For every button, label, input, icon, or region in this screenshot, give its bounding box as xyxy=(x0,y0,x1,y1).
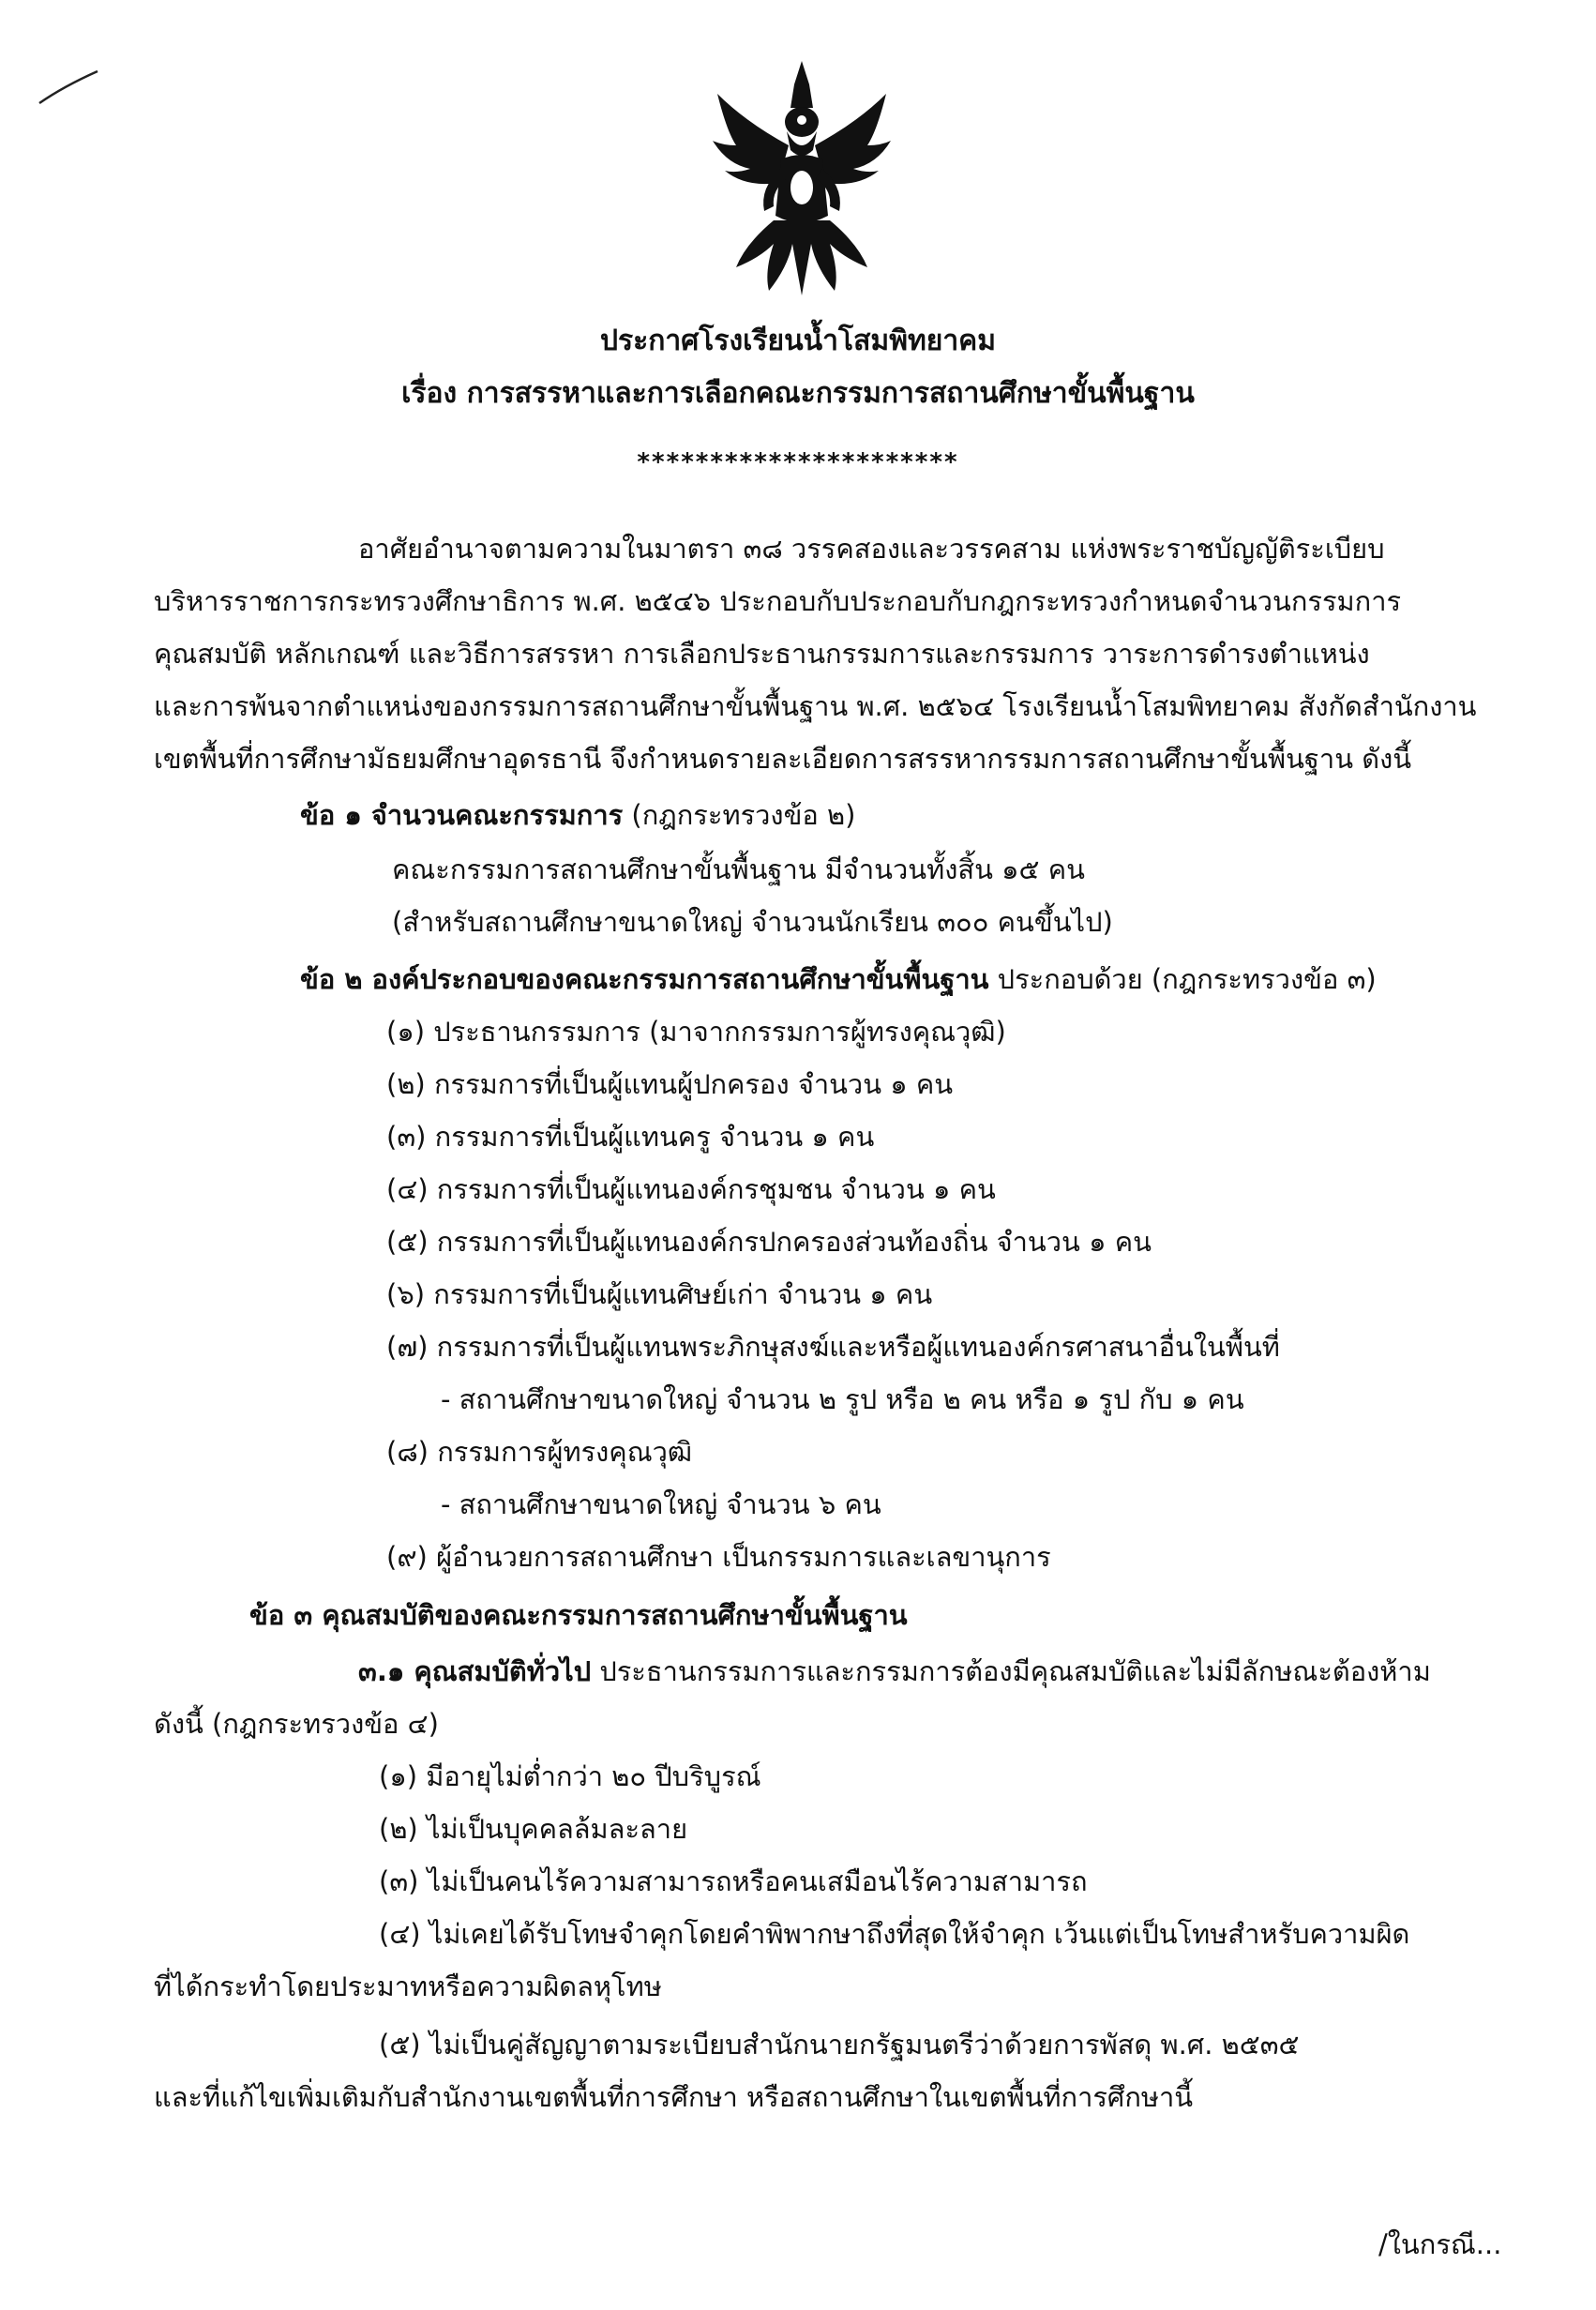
item3-line: (๕) ไม่เป็นคู่สัญญาตามระเบียบสำนักนายกรัฐมนตรีว่าด้วยการพัสดุ พ.ศ. ๒๕๓๕ xyxy=(379,2029,1300,2061)
item2-line: (๑) ประธานกรรมการ (มาจากกรรมการผู้ทรงคุณวุฒิ) xyxy=(386,1016,1006,1048)
garuda-emblem-icon xyxy=(708,56,896,300)
item2-line: (๗) กรรมการที่เป็นผู้แทนพระภิกษุสงฆ์และหรือผู้แทนองค์กรศาสนาอื่นในพื้นที่ xyxy=(386,1331,1280,1363)
continued-footer: /ในกรณี... xyxy=(1378,2228,1502,2260)
item3-heading: ข้อ ๓ คุณสมบัติของคณะกรรมการสถานศึกษาขั้นพื้นฐาน xyxy=(249,1599,908,1631)
item3-line: ที่ได้กระทำโดยประมาทหรือความผิดลหุโทษ xyxy=(154,1970,662,2002)
item3-line: และที่แก้ไขเพิ่มเติมกับสำนักงานเขตพื้นที่การศึกษา หรือสถานศึกษาในเขตพื้นที่การศึกษานี้ xyxy=(154,2081,1194,2113)
preamble-line: บริหารราชการกระทรวงศึกษาธิการ พ.ศ. ๒๕๔๖ ประกอบกับประกอบกับกฎกระทรวงกำหนดจำนวนกรรมการ xyxy=(154,585,1402,617)
item1-line: (สำหรับสถานศึกษาขนาดใหญ่ จำนวนนักเรียน ๓๐๐ คนขึ้นไป) xyxy=(392,906,1113,938)
item2-heading-bold: ข้อ ๒ องค์ประกอบของคณะกรรมการสถานศึกษาขั้นพื้นฐาน xyxy=(300,963,989,995)
item2-line: (๙) ผู้อำนวยการสถานศึกษา เป็นกรรมการและเลขานุการ xyxy=(386,1541,1051,1573)
preamble-line: และการพ้นจากตำแหน่งของกรรมการสถานศึกษาขั้นพื้นฐาน พ.ศ. ๒๕๖๔ โรงเรียนน้ำโสมพิทยาคม สังกัดสำนักงาน xyxy=(154,690,1477,722)
item1-line: คณะกรรมการสถานศึกษาขั้นพื้นฐาน มีจำนวนทั้งสิ้น ๑๕ คน xyxy=(392,853,1085,885)
item2-line: (๔) กรรมการที่เป็นผู้แทนองค์กรชุมชน จำนวน ๑ คน xyxy=(386,1173,996,1205)
item3-line: (๓) ไม่เป็นคนไร้ความสามารถหรือคนเสมือนไร้ความสามารถ xyxy=(379,1865,1088,1897)
item2-line: - สถานศึกษาขนาดใหญ่ จำนวน ๖ คน xyxy=(441,1488,881,1520)
announcement-title: ประกาศโรงเรียนน้ำโสมพิทยาคม xyxy=(599,325,997,357)
item1-heading xyxy=(300,796,856,834)
item2-line: (๕) กรรมการที่เป็นผู้แทนองค์กรปกครองส่วนท้องถิ่น จำนวน ๑ คน xyxy=(386,1226,1152,1258)
item2-line: - สถานศึกษาขนาดใหญ่ จำนวน ๒ รูป หรือ ๒ คน หรือ ๑ รูป กับ ๑ คน xyxy=(441,1383,1244,1415)
item2-line: (๓) กรรมการที่เป็นผู้แทนครู จำนวน ๑ คน xyxy=(386,1121,875,1153)
item2-heading-ref: ประกอบด้วย (กฎกระทรวงข้อ ๓) xyxy=(988,963,1377,995)
separator-stars: ********************** xyxy=(637,448,959,476)
item3-sub-cont: ดังนี้ (กฎกระทรวงข้อ ๔) xyxy=(154,1708,439,1740)
item3-line: (๑) มีอายุไม่ต่ำกว่า ๒๐ ปีบริบูรณ์ xyxy=(379,1760,761,1792)
item2-line: (๒) กรรมการที่เป็นผู้แทนผู้ปกครอง จำนวน ๑ คน xyxy=(386,1068,954,1100)
item2-line: (๘) กรรมการผู้ทรงคุณวุฒิ xyxy=(386,1436,693,1468)
announcement-subject: เรื่อง การสรรหาและการเลือกคณะกรรมการสถานศึกษาขั้นพื้นฐาน xyxy=(401,377,1195,410)
item1-heading-bold: ข้อ ๑ จำนวนคณะกรรมการ xyxy=(300,799,624,831)
pen-mark-icon xyxy=(36,66,101,113)
preamble-line: คุณสมบัติ หลักเกณฑ์ และวิธีการสรรหา การเลือกประธานกรรมการและกรรมการ วาระการดำรงตำแหน่ง xyxy=(154,638,1370,670)
item3-line: (๒) ไม่เป็นบุคคลล้มละลาย xyxy=(379,1813,688,1845)
item2-heading xyxy=(300,960,1377,998)
item3-sub-heading xyxy=(358,1653,1431,1690)
item3-sub-bold: ๓.๑ คุณสมบัติทั่วไป xyxy=(358,1655,592,1687)
item3-line: (๔) ไม่เคยได้รับโทษจำคุกโดยคำพิพากษาถึงที่สุดให้จำคุก เว้นแต่เป็นโทษสำหรับความผิด xyxy=(379,1918,1410,1950)
preamble-line: อาศัยอำนาจตามความในมาตรา ๓๘ วรรคสองและวรรคสาม แห่งพระราชบัญญัติระเบียบ xyxy=(358,533,1385,565)
preamble-line: เขตพื้นที่การศึกษามัธยมศึกษาอุดรธานี จึงกำหนดรายละเอียดการสรรหากรรมการสถานศึกษาขั้นพื้นฐาน ดังนี้ xyxy=(154,743,1412,775)
item2-line: (๖) กรรมการที่เป็นผู้แทนศิษย์เก่า จำนวน ๑ คน xyxy=(386,1278,933,1310)
item3-sub-rest: ประธานกรรมการและกรรมการต้องมีคุณสมบัติและไม่มีลักษณะต้องห้าม xyxy=(591,1655,1431,1687)
item1-heading-ref: (กฎกระทรวงข้อ ๒) xyxy=(623,799,856,831)
